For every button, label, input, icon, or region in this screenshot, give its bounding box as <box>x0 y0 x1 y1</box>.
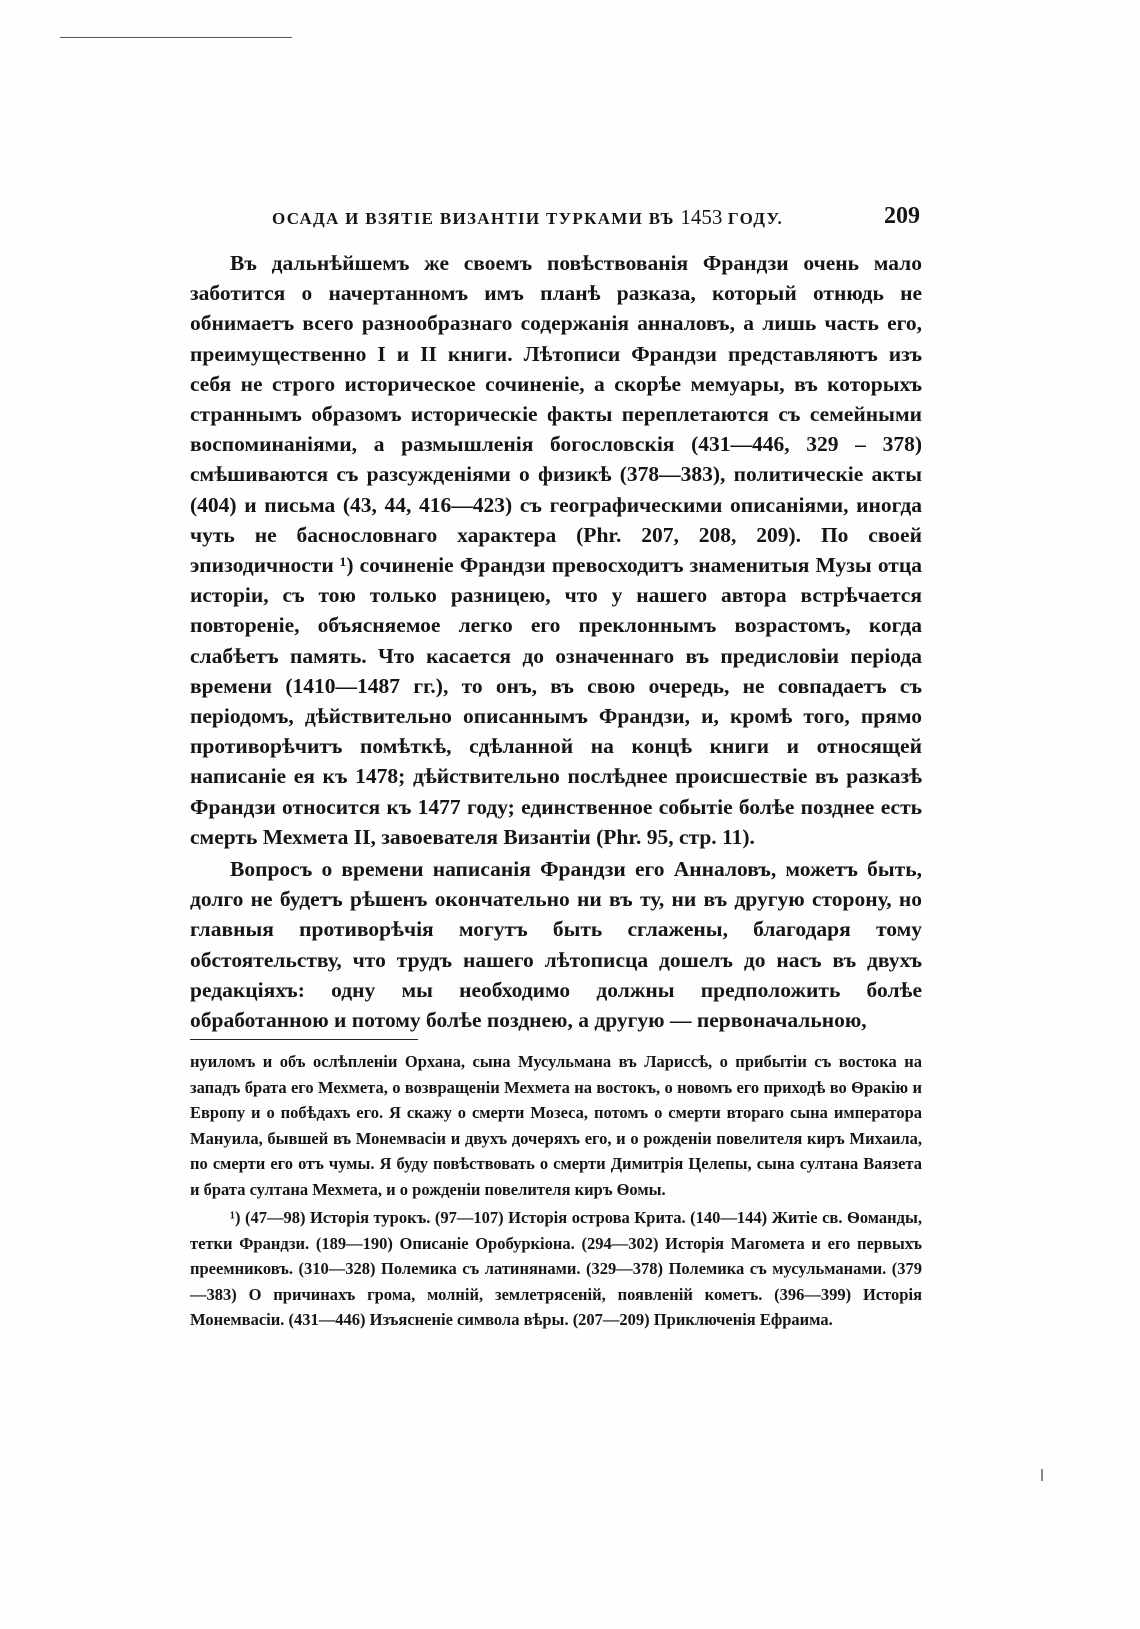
page-number: 209 <box>884 203 920 229</box>
footnote-1: ¹) (47—98) Исторія турокъ. (97—107) Исторія острова Крита. (140—144) Житіе св. Ѳоманды, тетки Франдзи. (189—190) Описаніе Оробуркіона. (294—302) Исторія Магомета и его первыхъ преемниковъ. (310—328) Полемика съ латинянами. (329—378) Полемика съ мусульманами. (379—383) О причинахъ грома, молній, землетрясеній, появленій кометъ. (396—399) Исторія Монемвасіи. (431—446) Изъясненіе символа вѣры. (207—209) Приключенія Ефраима. <box>190 1208 922 1329</box>
page-header <box>272 203 920 233</box>
footnote-continuation: нуиломъ и объ ослѣпленіи Орхана, сына Мусульмана въ Ларисcѣ, о прибытіи съ востока на западъ брата его Мехмета, о возвращеніи Мехмета на востокъ, о новомъ его приходѣ во Ѳракію и Европу и о побѣдахъ его. Я скажу о смерти Мозеса, потомъ о смерти втораго сына императора Мануила, бывшей въ Монемвасіи и двухъ дочеряхъ его, и о рожденіи повелителя киръ Михаила, по смерти его отъ чумы. Я буду повѣствовать о смерти Димитрія Целепы, сына султана Ваязета и брата султана Мехмета, и о рожденіи повелителя киръ Ѳомы. <box>190 1052 922 1199</box>
running-title <box>272 205 783 230</box>
paragraph-2: Вопросъ о времени написанія Франдзи его Анналовъ, можетъ быть, долго не будетъ рѣшенъ окончательно ни въ ту, ни въ другую сторону, но главныя противорѣчія могутъ быть сглажены, благодаря тому обстоятельству, что трудъ нашего лѣтописца дошелъ до насъ въ двухъ редакціяхъ: одну мы необходимо должны предположить болѣе обработанною и потому болѣе позднею, а другую — первоначальною, <box>190 857 922 1033</box>
running-title-year: 1453 <box>680 205 723 229</box>
scan-margin-mark <box>1041 1469 1043 1481</box>
running-title-end: ГОДУ. <box>727 209 784 228</box>
main-text <box>190 248 922 1035</box>
paragraph-1: Въ дальнѣйшемъ же своемъ повѣствованія Франдзи очень мало заботится о начертанномъ имъ планѣ разказа, который отнюдь не обнимаетъ всего разнообразнаго содержанія анналовъ, а лишь часть его, преимущественно I и II книги. Лѣтописи Франдзи представляютъ изъ себя не строго историческое сочиненіе, а скорѣе мемуары, въ которыхъ страннымъ образомъ историческіе факты переплетаются съ семейными воспоминаніями, а размышленія богословскія (431—446, 329 – 378) смѣшиваются съ разсужденіями о физикѣ (378—383), политическіе акты (404) и письма (43, 44, 416—423) съ географическими описаніями, иногда чуть не баснословнаго характера (Phr. 207, 208, 209). По своей эпизодичности ¹) сочиненіе Франдзи превосходитъ знаменитыя Музы отца исторіи, съ тою только разницею, что у нашего автора встрѣчается повтореніе, объясняемое легко его преклоннымъ возрастомъ, когда слабѣетъ память. Что касается до означеннаго въ предисловіи періода времени (1410—1487 гг.), то онъ, въ свою очередь, не совпадаетъ съ періодомъ, дѣйствительно описаннымъ Франдзи, и, кромѣ того, прямо противорѣчитъ помѣткѣ, сдѣланной на концѣ книги и относящей написаніе ея къ 1478; дѣйствительно послѣднее происшествіе въ разказѣ Франдзи относится къ 1477 году; единственное событіе болѣе позднее есть смерть Мехмета II, завоевателя Византіи (Phr. 95, стр. 11). <box>190 251 922 849</box>
running-title-text: ОСАДА И ВЗЯТІЕ ВИЗАНТІИ ТУРКАМИ ВЪ <box>272 209 675 228</box>
footnotes <box>190 1049 922 1333</box>
footnote-separator <box>190 1039 418 1040</box>
scan-edge-rule <box>60 37 292 38</box>
